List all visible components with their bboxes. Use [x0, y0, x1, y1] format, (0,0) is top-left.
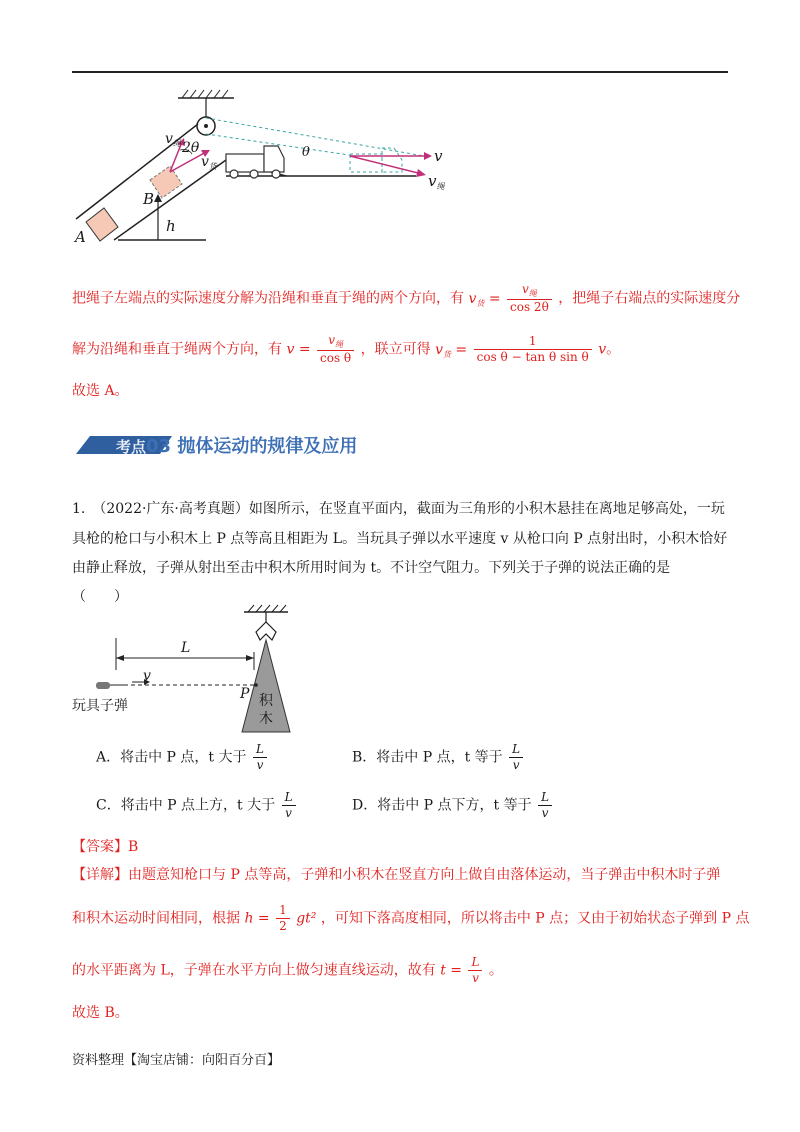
- label-v-right: v: [434, 147, 443, 165]
- detail-line3: 的水平距离为 L，子弹在水平方向上做匀速直线运动，故有 t = $\frac{L}{v}$ 。: [72, 955, 503, 985]
- label-bullet: 玩具子弹: [72, 698, 128, 714]
- option-A[interactable]: A．将击中 P 点，t 大于 $\frac{L}{v}$: [96, 742, 269, 773]
- label-h: h: [166, 217, 176, 235]
- label-A: A: [75, 228, 86, 246]
- question-line3: 由静止释放，子弹从射出至击中积木所用时间为 t。不计空气阻力。下列关于子弹的说法正确的是: [72, 560, 671, 576]
- detail-line1: 【详解】由题意知枪口与 P 点等高，子弹和小积木在竖直方向上做自由落体运动，当子弹击中积木时子弹: [72, 867, 721, 883]
- footer-text: 资料整理【淘宝店铺：向阳百分百】: [72, 1053, 281, 1068]
- question-line2: 具枪的枪口与小积木上 P 点等高且相距为 L。当玩具子弹以水平速度 v 从枪口向 P 点射出时，小积木恰好: [72, 531, 728, 547]
- question-line4: （ ）: [72, 589, 128, 605]
- label-v-bullet: v: [143, 668, 151, 684]
- label-v-rope-right: $v_绳$: [428, 172, 445, 191]
- gun-block-diagram: [70, 600, 330, 750]
- option-B[interactable]: B．将击中 P 点，t 等于 $\frac{L}{v}$: [352, 742, 525, 773]
- section-heading: 考点03 抛体运动的规律及应用: [116, 436, 358, 457]
- solution1-line1: 把绳子左端点的实际速度分解为沿绳和垂直于绳的两个方向，有 $v_货$ = $\frac{v_绳}{\cos 2\theta}$ ，把绳子右端点的实际速度分: [72, 282, 741, 314]
- label-P: P: [240, 686, 250, 702]
- label-block2: 木: [259, 711, 273, 727]
- label-two-theta: 2θ: [182, 140, 200, 156]
- option-D[interactable]: D．将击中 P 点下方，t 等于 $\frac{L}{v}$: [352, 790, 554, 821]
- solution1-line2: 解为沿绳和垂直于绳两个方向，有 v = $\frac{v_绳}{\text{cos θ}}$ ，联立可得 $v_货$ = $\frac{1}{\text{cos θ − tan θ sin θ}}$ v。: [72, 333, 621, 365]
- pulley-incline-diagram: [66, 84, 466, 260]
- answer-label: 【答案】B: [72, 839, 139, 855]
- detail-line2: 和积木运动时间相同，根据 h = $\frac{1}{2}$ gt² ，可知下落高度相同，所以将击中 P 点；又由于初始状态子弹到 P 点: [72, 903, 750, 933]
- label-v-rope: $v_绳$: [165, 131, 181, 148]
- answer-choice: 故选 B。: [72, 1005, 129, 1021]
- label-v-goods: $v_货$: [201, 154, 217, 171]
- label-B: B: [143, 190, 155, 208]
- label-block1: 积: [259, 693, 273, 709]
- option-C[interactable]: C．将击中 P 点上方，t 大于 $\frac{L}{v}$: [96, 790, 298, 821]
- header-rule: [72, 71, 728, 73]
- label-theta: θ: [302, 145, 310, 160]
- label-L: L: [181, 640, 191, 656]
- solution1-choice: 故选 A。: [72, 383, 129, 399]
- question-line1: 1. （2022·广东·高考真题）如图所示，在竖直平面内，截面为三角形的小积木悬挂在离地足够高处，一玩: [72, 501, 725, 517]
